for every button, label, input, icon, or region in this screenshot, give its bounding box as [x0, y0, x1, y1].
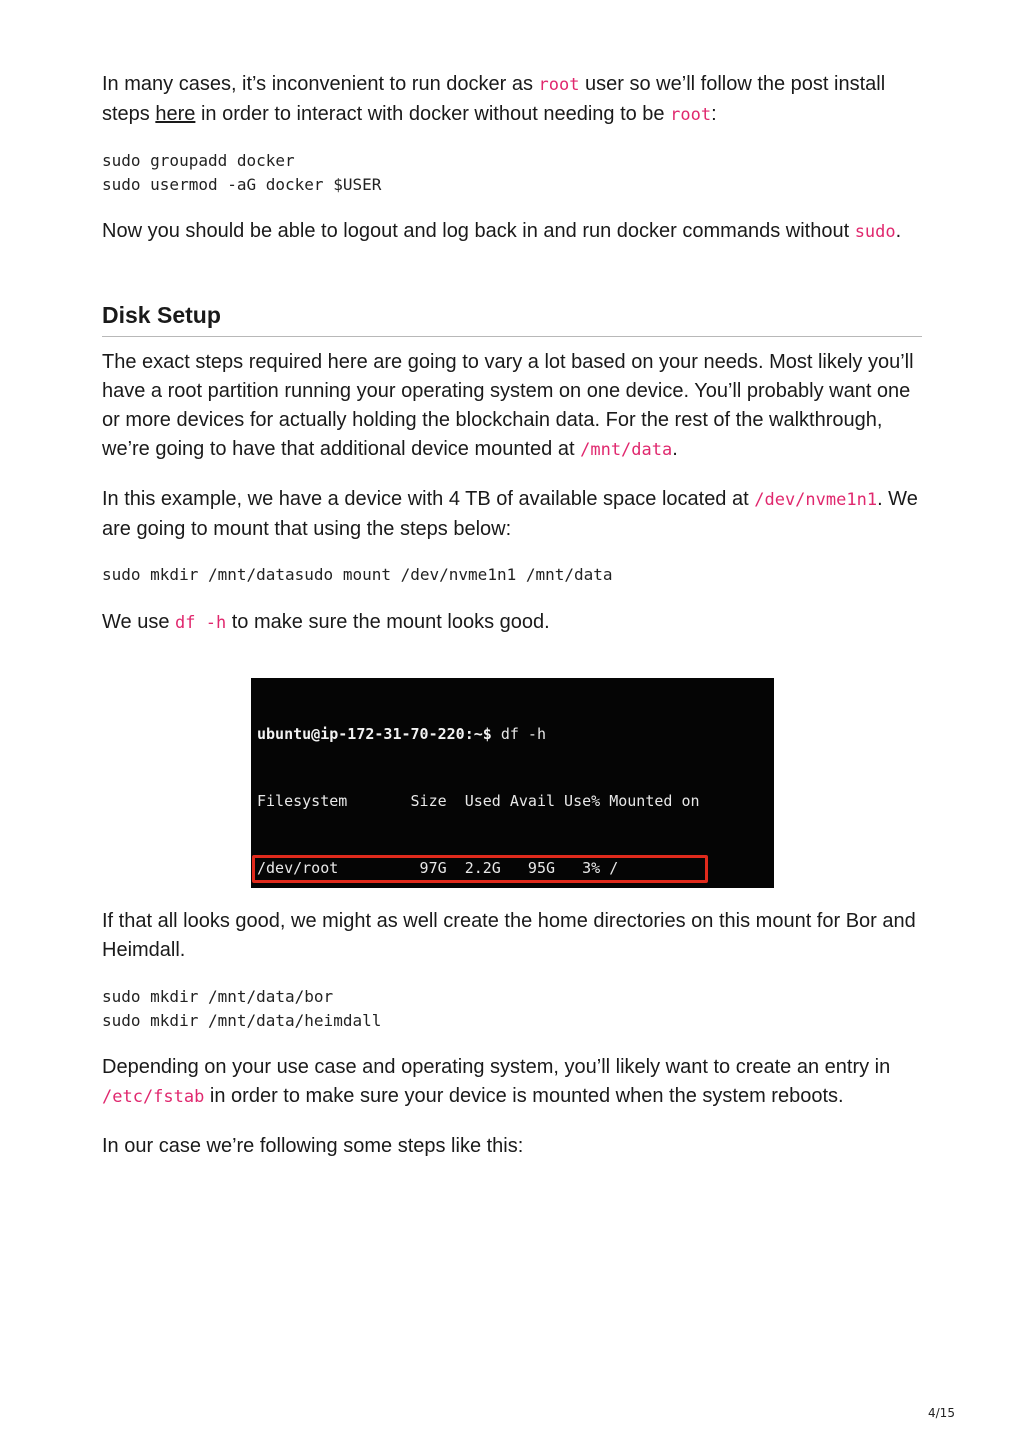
- code-block-home-dirs: sudo mkdir /mnt/data/bor sudo mkdir /mnt/data/heimdall: [102, 987, 382, 1030]
- inline-code-root: root: [670, 105, 712, 125]
- code-block-docker-group: sudo groupadd docker sudo usermod -aG docker $USER: [102, 151, 382, 194]
- text: .: [895, 220, 902, 242]
- text: Now you should be able to logout and log back in and run docker commands without: [102, 220, 855, 242]
- terminal-prompt-line: [257, 723, 774, 745]
- paragraph-home-dirs: If that all looks good, we might as well create the home directories on this mount for Bor and Heimdall.: [102, 910, 916, 961]
- text: The exact steps required here are going to vary a lot based on your needs. Most likely you’ll have a root partition running your operating system on one device. You’ll probably want one or more devices for actually holding the blockchain data. For the rest of the walkthrough, we’re going to have that additional device mounted at: [102, 351, 914, 460]
- inline-code-df: df -h: [175, 613, 227, 633]
- inline-code-root: root: [538, 75, 580, 95]
- text: :: [711, 103, 717, 125]
- code-block-mount: sudo mkdir /mnt/datasudo mount /dev/nvme1n1 /mnt/data: [102, 565, 613, 584]
- paragraph-our-case: In our case we’re following some steps like this:: [102, 1135, 524, 1157]
- text: user so we’ll follow the post install steps: [102, 73, 886, 125]
- text: in order to make sure your device is mounted when the system reboots.: [204, 1085, 844, 1107]
- terminal-prompt: ubuntu@ip-172-31-70-220:~$: [257, 725, 492, 744]
- heading-disk-setup: Disk Setup: [102, 300, 922, 337]
- text: We use: [102, 611, 175, 633]
- text: In this example, we have a device with 4 TB of available space located at: [102, 488, 755, 510]
- paragraph-disk-steps: [102, 348, 922, 465]
- paragraph-device-example: [102, 485, 922, 544]
- terminal-line: Filesystem Size Used Avail Use% Mounted on: [257, 792, 700, 810]
- link-here[interactable]: here: [155, 103, 196, 125]
- text: Depending on your use case and operating system, you’ll likely want to create an entry in: [102, 1056, 891, 1078]
- terminal-command: df -h: [491, 725, 546, 744]
- highlight-box: [252, 855, 708, 883]
- page-number: 4/15: [928, 1406, 955, 1420]
- text: in order to interact with docker without needing to be: [195, 103, 671, 125]
- inline-code-mnt-data: /mnt/data: [580, 440, 673, 460]
- terminal-line: /dev/root 97G 2.2G 95G 3% /: [257, 858, 619, 877]
- inline-code-fstab: /etc/fstab: [102, 1087, 205, 1107]
- inline-code-device: /dev/nvme1n1: [754, 490, 878, 510]
- paragraph-fstab: [102, 1053, 922, 1112]
- text: . We are going to mount that using the steps below:: [102, 488, 918, 540]
- text: to make sure the mount looks good.: [226, 611, 550, 633]
- inline-code-sudo: sudo: [854, 222, 896, 242]
- text: In many cases, it’s inconvenient to run docker as: [102, 73, 539, 95]
- text: .: [672, 438, 678, 460]
- paragraph-docker-root: [102, 70, 922, 130]
- paragraph-df: [102, 608, 550, 638]
- paragraph-logout: [102, 217, 901, 247]
